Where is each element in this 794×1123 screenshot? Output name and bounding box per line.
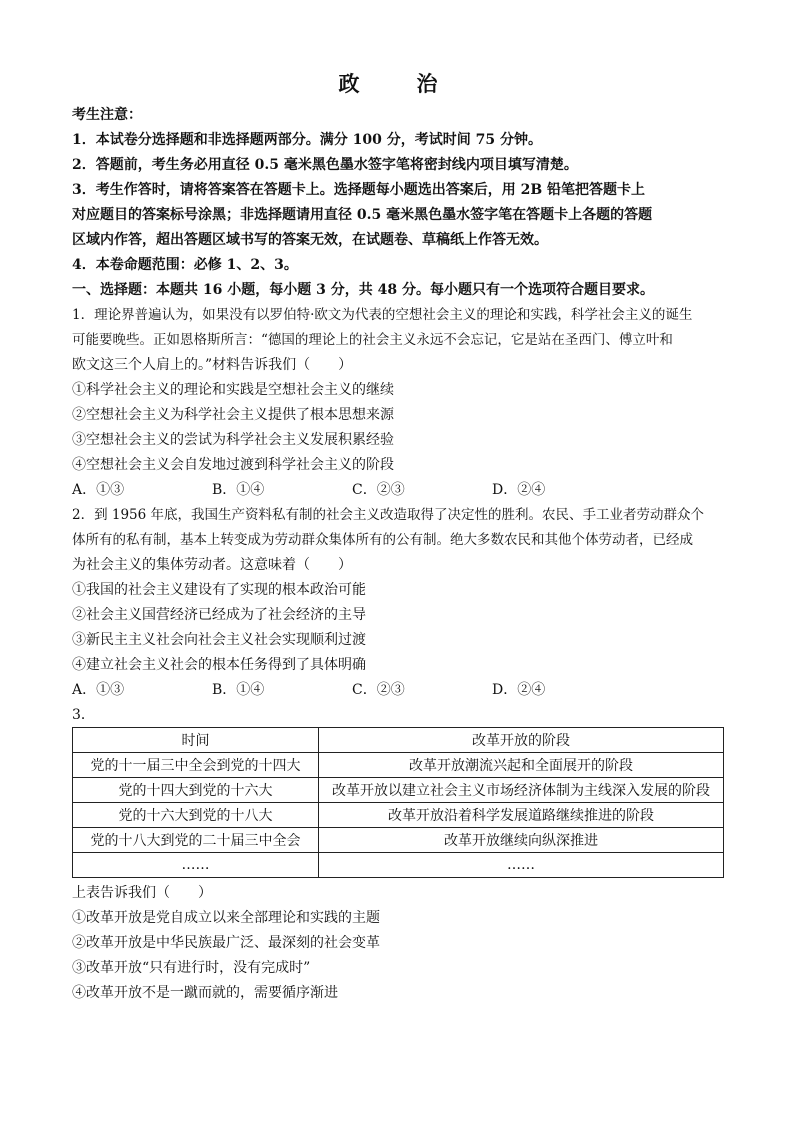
- q1-options: [72, 478, 724, 503]
- q3-statement: ③改革开放“只有进行时，没有完成时”: [72, 960, 311, 976]
- q2-option-a: A．①③: [72, 682, 125, 698]
- q1-statement: ④空想社会主义会自发地过渡到科学社会主义的阶段: [72, 457, 394, 473]
- q1-stem-line: 欧文这三个人肩上的。”材料告诉我们（ ）: [72, 357, 353, 373]
- reform-stage-table: [72, 727, 724, 878]
- q2-stem-line: 体所有的私有制，基本上转变成为劳动群众集体所有的公有制。绝大多数农民和其他个体劳动者，已经成: [72, 532, 693, 548]
- notice-item: 1．本试卷分选择题和非选择题两部分。满分 100 分，考试时间 75 分钟。: [72, 132, 542, 148]
- table-cell-period: 党的十一届三中全会到党的十四大: [73, 753, 319, 778]
- table-row: [73, 828, 724, 853]
- table-cell-stage: 改革开放以建立社会主义市场经济体制为主线深入发展的阶段: [319, 778, 724, 803]
- table-cell-period: 党的十八大到党的二十届三中全会: [73, 828, 319, 853]
- page-title: 政 治: [338, 71, 456, 96]
- q2-option-d: D．②④: [492, 682, 546, 698]
- table-cell-stage: 改革开放沿着科学发展道路继续推进的阶段: [319, 803, 724, 828]
- table-row: [73, 803, 724, 828]
- table-cell-period: 党的十六大到党的十八大: [73, 803, 319, 828]
- q3-stem: 上表告诉我们（ ）: [72, 885, 212, 901]
- q1-option-a: A．①③: [72, 482, 125, 498]
- table-row: [73, 853, 724, 878]
- table-cell-stage: 改革开放潮流兴起和全面展开的阶段: [319, 753, 724, 778]
- q1-statement: ②空想社会主义为科学社会主义提供了根本思想来源: [72, 407, 394, 423]
- table-cell-period: ……: [73, 853, 319, 878]
- notice-item: 3．考生作答时，请将答案答在答题卡上。选择题每小题选出答案后，用 2B 铅笔把答题卡上: [72, 182, 646, 198]
- table-row: [73, 778, 724, 803]
- q1-stem-line: 可能要晚些。正如恩格斯所言：“德国的理论上的社会主义永远不会忘记，它是站在圣西门、傅立叶和: [72, 332, 673, 348]
- table-cell-period: 党的十四大到党的十六大: [73, 778, 319, 803]
- q3-statement: ①改革开放是党自成立以来全部理论和实践的主题: [72, 910, 380, 926]
- q2-statement: ②社会主义国营经济已经成为了社会经济的主导: [72, 607, 366, 623]
- q3-statement: ④改革开放不是一蹴而就的，需要循序渐进: [72, 985, 338, 1001]
- q2-stem-line: 为社会主义的集体劳动者。这意味着（ ）: [72, 557, 352, 573]
- q2-option-b: B．①④: [212, 682, 265, 698]
- q1-option-d: D．②④: [492, 482, 546, 498]
- q2-option-c: C．②③: [352, 682, 405, 698]
- table-row: [73, 753, 724, 778]
- table-header-row: [73, 728, 724, 753]
- q2-statement: ④建立社会主义社会的根本任务得到了具体明确: [72, 657, 366, 673]
- table-header-cell: 时间: [73, 728, 319, 753]
- notice-item: 2．答题前，考生务必用直径 0.5 毫米黑色墨水签字笔将密封线内项目填写清楚。: [72, 157, 578, 173]
- q1-option-b: B．①④: [212, 482, 265, 498]
- notice-item: 区域内作答，超出答题区域书写的答案无效，在试题卷、草稿纸上作答无效。: [72, 232, 548, 248]
- q2-statement: ③新民主主义社会向社会主义社会实现顺利过渡: [72, 632, 366, 648]
- q2-statement: ①我国的社会主义建设有了实现的根本政治可能: [72, 582, 366, 598]
- table-header-cell: 改革开放的阶段: [319, 728, 724, 753]
- notice-item: 对应题目的答案标号涂黑；非选择题请用直径 0.5 毫米黑色墨水签字笔在答题卡上各题的答题: [72, 207, 653, 223]
- q1-statement: ③空想社会主义的尝试为科学社会主义发展积累经验: [72, 432, 394, 448]
- q1-option-c: C．②③: [352, 482, 405, 498]
- table-cell-stage: 改革开放继续向纵深推进: [319, 828, 724, 853]
- q3-number: 3．: [72, 707, 95, 723]
- q1-statement: ①科学社会主义的理论和实践是空想社会主义的继续: [72, 382, 394, 398]
- q2-options: [72, 678, 724, 703]
- notice-heading: 考生注意：: [72, 107, 142, 123]
- section-heading: 一、选择题：本题共 16 小题，每小题 3 分，共 48 分。每小题只有一个选项符合题目要求。: [72, 282, 654, 298]
- q3-statement: ②改革开放是中华民族最广泛、最深刻的社会变革: [72, 935, 380, 951]
- q2-stem-line: 2．到 1956 年底，我国生产资料私有制的社会主义改造取得了决定性的胜利。农民、手工业者劳动群众个: [72, 507, 705, 523]
- table-cell-stage: ……: [319, 853, 724, 878]
- q1-stem-line: 1．理论界普遍认为，如果没有以罗伯特·欧文为代表的空想社会主义的理论和实践，科学社会主义的诞生: [72, 307, 693, 323]
- notice-item: 4．本卷命题范围：必修 1、2、3。: [72, 257, 298, 273]
